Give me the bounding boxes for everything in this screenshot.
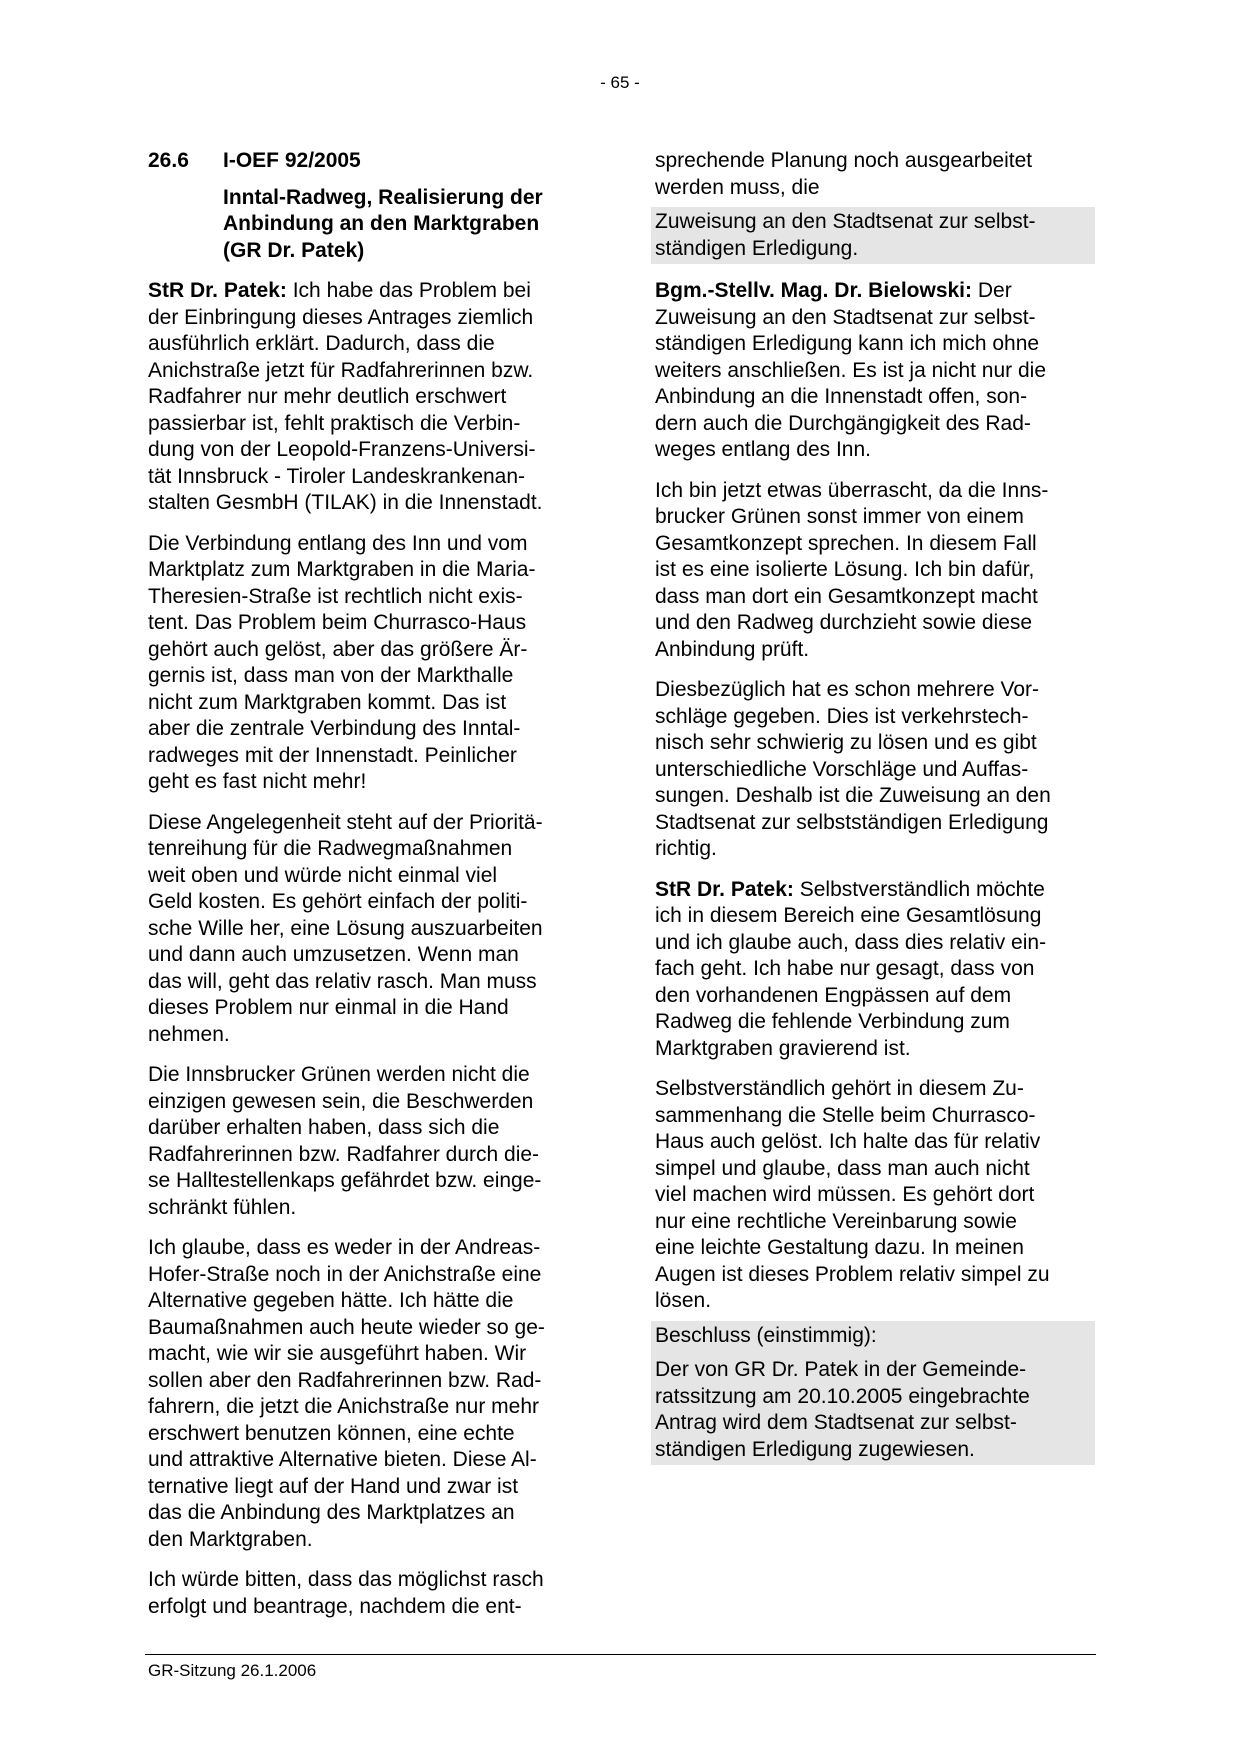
text-line: Antrag wird dem Stadtsenat zur selbst- [655, 1411, 1017, 1434]
text-line: Diesbezüglich hat es schon mehrere Vor- [655, 678, 1040, 701]
text-line: Radweg die fehlende Verbindung zum [655, 1010, 1010, 1033]
right-column [655, 148, 1095, 1479]
text-line: simpel und glaube, dass man auch nicht [655, 1156, 1030, 1180]
speech-paragraph [148, 810, 588, 1049]
title-line: Anbindung an den Marktgraben [223, 212, 540, 235]
text-line: nehmen. [148, 1022, 230, 1046]
text-line: viel machen wird müssen. Es gehört dort [655, 1183, 1035, 1206]
text-line: fach geht. Ich habe nur gesagt, dass von [655, 957, 1035, 980]
speaker-name: StR Dr. Patek: [148, 279, 287, 302]
text-fragment: Der [972, 279, 1012, 302]
text-line: unterschiedliche Vorschläge und Auffas- [655, 757, 1029, 781]
text-line: Augen ist dieses Problem relativ simpel zu [655, 1262, 1050, 1286]
left-column [148, 148, 588, 1634]
text-line: werden muss, die [655, 175, 820, 199]
speaker-name: StR Dr. Patek: [655, 877, 794, 901]
footer-divider [145, 1654, 1096, 1655]
speech-paragraph [655, 1076, 1095, 1315]
text-line: weit oben und würde nicht einmal viel [148, 863, 498, 887]
text-line: schläge gegeben. Dies ist verkehrstech- [655, 704, 1029, 728]
text-line: erfolgt und beantrage, nachdem die ent- [148, 1594, 522, 1618]
text-line: ratssitzung am 20.10.2005 eingebrachte [655, 1384, 1030, 1408]
text-line: tät Innsbruck - Tiroler Landeskrankenan- [148, 464, 526, 488]
text-line: sammenhang die Stelle beim Churrasco- [655, 1103, 1036, 1127]
speech-paragraph [655, 877, 1095, 1063]
agenda-item-heading [148, 148, 588, 175]
text-line: nur eine rechtliche Vereinbarung sowie [655, 1209, 1017, 1233]
text-line: se Halltestellenkaps gefährdet bzw. einge- [148, 1169, 542, 1192]
text-line: sungen. Deshalb ist die Zuweisung an den [655, 784, 1051, 807]
text-line: Zuweisung an den Stadtsenat zur selbst- [655, 305, 1036, 329]
page-number: - 65 - [600, 73, 640, 92]
text-line: ständigen Erledigung. [655, 236, 859, 260]
text-line: Hofer-Straße noch in der Anichstraße eine [148, 1262, 542, 1286]
agenda-item-number: 26.6 [148, 149, 189, 172]
text-line: Diese Angelegenheit steht auf der Prioritä- [148, 810, 543, 834]
text-line: und ich glaube auch, dass dies relativ ein- [655, 930, 1047, 954]
text-line: brucker Grünen sonst immer von einem [655, 505, 1024, 528]
speech-paragraph [148, 1567, 588, 1620]
referral-motion-box [651, 207, 1095, 264]
text-line: Marktplatz zum Marktgraben in die Maria- [148, 558, 536, 581]
text-line: dass man dort ein Gesamtkonzept macht [655, 584, 1038, 608]
text-line: und attraktive Alternative bieten. Diese Al- [148, 1448, 537, 1471]
text-line: ich in diesem Bereich eine Gesamtlösung [655, 904, 1042, 927]
text-line: stalten GesmbH (TILAK) in die Innenstadt. [148, 491, 543, 514]
text-line: sprechende Planung noch ausgearbeitet [655, 149, 1033, 172]
text-line: erschwert benutzen können, eine echte [148, 1421, 515, 1445]
text-line: geht es fast nicht mehr! [148, 770, 367, 793]
title-line: Inntal-Radweg, Realisierung der [223, 185, 543, 209]
text-line: das die Anbindung des Marktplatzes an [148, 1501, 515, 1524]
text-line: passierbar ist, fehlt praktisch die Verbin- [148, 411, 521, 435]
agenda-item-id: I-OEF 92/2005 [223, 149, 361, 172]
text-line: Gesamtkonzept sprechen. In diesem Fall [655, 531, 1037, 555]
text-line: den Marktgraben. [148, 1527, 313, 1551]
text-line: Selbstverständlich gehört in diesem Zu- [655, 1077, 1024, 1100]
text-line: Zuweisung an den Stadtsenat zur selbst- [655, 210, 1036, 233]
title-line: (GR Dr. Patek) [223, 238, 365, 262]
text-line: dern auch die Durchgängigkeit des Rad- [655, 411, 1031, 435]
text-line: fahrern, die jetzt die Anichstraße nur mehr [148, 1395, 540, 1418]
text-line: und dann auch umzusetzen. Wenn man [148, 943, 519, 966]
text-line: Die Verbindung entlang des Inn und vom [148, 531, 528, 555]
text-line: Theresien-Straße ist rechtlich nicht exis- [148, 584, 523, 608]
text-line: dieses Problem nur einmal in die Hand [148, 996, 509, 1019]
speech-paragraph [655, 478, 1095, 664]
text-line: sche Wille her, eine Lösung auszuarbeiten [148, 916, 543, 940]
text-line: nicht zum Marktgraben kommt. Das ist [148, 690, 507, 714]
text-line: ternative liegt auf der Hand und zwar ist [148, 1474, 519, 1498]
text-line: lösen. [655, 1289, 712, 1312]
text-line: einzigen gewesen sein, die Beschwerden [148, 1089, 534, 1113]
text-line: Ich würde bitten, dass das möglichst rasch [148, 1568, 544, 1591]
text-line: richtig. [655, 837, 717, 860]
resolution-text [651, 1351, 1095, 1465]
speech-paragraph [655, 278, 1095, 464]
text-line: Ich glaube, dass es weder in der Andreas- [148, 1236, 541, 1259]
text-line: Anbindung prüft. [655, 637, 810, 661]
footer-session: GR-Sitzung 26.1.2006 [148, 1661, 317, 1680]
text-line: weiters anschließen. Es ist ja nicht nur die [655, 358, 1047, 382]
text-line: Radfahrer nur mehr deutlich erschwert [148, 385, 507, 408]
text-line: nisch sehr schwierig zu lösen und es gibt [655, 731, 1037, 754]
text-line: Haus auch gelöst. Ich halte das für relativ [655, 1130, 1041, 1153]
speech-paragraph [148, 531, 588, 796]
text-line: Alternative gegeben hätte. Ich hätte die [148, 1289, 514, 1312]
text-line: schränkt fühlen. [148, 1195, 297, 1219]
text-line: Baumaßnahmen auch heute wieder so ge- [148, 1315, 545, 1339]
text-line: gernis ist, dass man von der Markthalle [148, 664, 514, 687]
speech-paragraph [148, 1062, 588, 1221]
resolution-box [655, 1321, 1095, 1466]
speech-paragraph [148, 278, 588, 517]
agenda-item-title [223, 185, 588, 265]
text-fragment: Ich habe das Problem bei [286, 279, 531, 302]
text-line: Stadtsenat zur selbstständigen Erledigung [655, 810, 1049, 834]
text-line: macht, wie wir sie ausgeführt haben. Wir [148, 1342, 527, 1365]
text-line [655, 877, 1095, 904]
text-line: ständigen Erledigung kann ich mich ohne [655, 332, 1040, 355]
text-line: gehört auch gelöst, aber das größere Är- [148, 637, 528, 661]
text-line: ausführlich erklärt. Dadurch, dass die [148, 332, 495, 355]
text-line: Radfahrerinnen bzw. Radfahrer durch die- [148, 1142, 540, 1166]
text-line: das will, geht das relativ rasch. Man muss [148, 969, 537, 993]
text-line: der Einbringung dieses Antrages ziemlich [148, 305, 534, 329]
text-line: Anichstraße jetzt für Radfahrerinnen bzw. [148, 358, 534, 382]
text-line: Anbindung an die Innenstadt offen, son- [655, 385, 1028, 408]
text-line: Geld kosten. Es gehört einfach der politi- [148, 890, 528, 913]
text-line [148, 278, 588, 305]
text-line: tent. Das Problem beim Churrasco-Haus [148, 611, 527, 634]
text-line: ist es eine isolierte Lösung. Ich bin dafür, [655, 558, 1035, 581]
text-line: sollen aber den Radfahrerinnen bzw. Rad- [148, 1368, 542, 1392]
text-line: Die Innsbrucker Grünen werden nicht die [148, 1063, 530, 1086]
text-line: den vorhandenen Engpässen auf dem [655, 983, 1012, 1007]
speech-paragraph [655, 148, 1095, 201]
text-line: radweges mit der Innenstadt. Peinlicher [148, 743, 517, 767]
speaker-name: Bgm.-Stellv. Mag. Dr. Bielowski: [655, 279, 973, 302]
text-line: Der von GR Dr. Patek in der Gemeinde- [655, 1358, 1027, 1381]
text-line: Ich bin jetzt etwas überrascht, da die Inns- [655, 478, 1049, 502]
text-line: weges entlang des Inn. [655, 438, 871, 461]
resolution-heading: Beschluss (einstimmig): [651, 1321, 1095, 1352]
text-line: aber die zentrale Verbindung des Inntal- [148, 717, 521, 740]
text-line [655, 278, 1095, 305]
speech-paragraph [655, 677, 1095, 863]
text-line: ständigen Erledigung zugewiesen. [655, 1437, 975, 1461]
text-line: dung von der Leopold-Franzens-Universi- [148, 438, 536, 461]
text-line: eine leichte Gestaltung dazu. In meinen [655, 1236, 1024, 1259]
text-line: Marktgraben gravierend ist. [655, 1036, 911, 1060]
text-line: und den Radweg durchzieht sowie diese [655, 611, 1033, 634]
text-fragment: Selbstverständlich möchte [793, 877, 1045, 901]
text-line: tenreihung für die Radwegmaßnahmen [148, 837, 513, 860]
speech-paragraph [148, 1235, 588, 1553]
text-line: darüber erhalten haben, dass sich die [148, 1116, 500, 1139]
